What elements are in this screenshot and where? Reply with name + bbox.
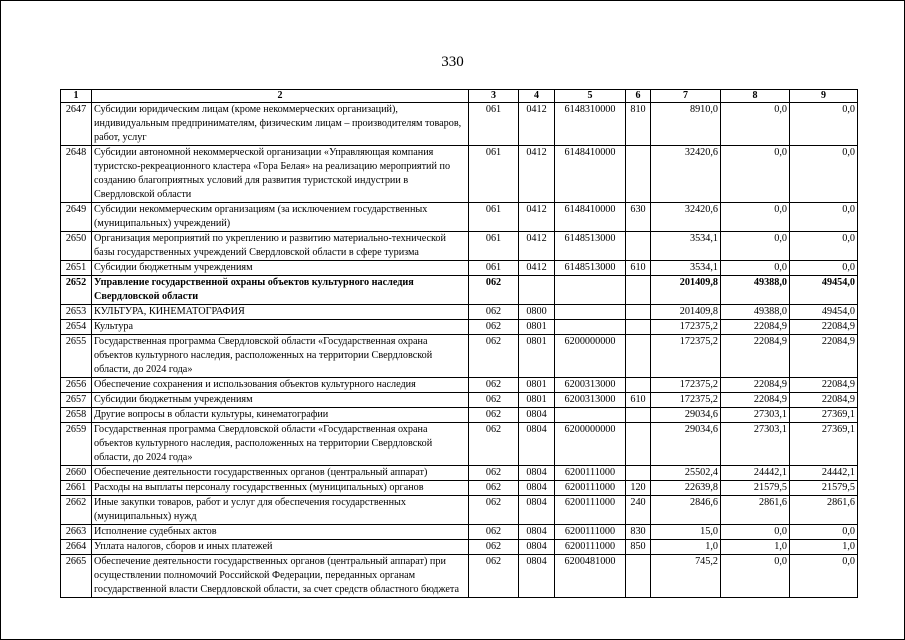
amount-year-1: 3534,1 [651,261,721,276]
row-name: Другие вопросы в области культуры, кинематографии [92,408,469,423]
amount-year-3: 24442,1 [790,466,858,481]
table-row [61,378,858,393]
expense-type-code [626,305,651,320]
section-code: 0412 [519,232,555,261]
table-row [61,103,858,146]
expense-type-code [626,408,651,423]
ministry-code: 062 [469,320,519,335]
ministry-code: 062 [469,466,519,481]
amount-year-2: 22084,9 [721,335,790,378]
target-item-code: 6148513000 [555,261,626,276]
amount-year-2: 2861,6 [721,496,790,525]
section-code: 0804 [519,555,555,598]
table-row [61,393,858,408]
ministry-code: 062 [469,276,519,305]
section-code: 0801 [519,320,555,335]
header-cell: 5 [555,90,626,103]
target-item-code [555,305,626,320]
amount-year-3: 0,0 [790,525,858,540]
amount-year-2: 27303,1 [721,423,790,466]
target-item-code: 6200313000 [555,378,626,393]
row-name: Культура [92,320,469,335]
amount-year-2: 22084,9 [721,320,790,335]
target-item-code: 6200111000 [555,496,626,525]
expense-type-code [626,466,651,481]
header-cell: 3 [469,90,519,103]
amount-year-3: 21579,5 [790,481,858,496]
amount-year-2: 22084,9 [721,393,790,408]
amount-year-3: 0,0 [790,103,858,146]
target-item-code: 6200481000 [555,555,626,598]
ministry-code: 061 [469,261,519,276]
amount-year-3: 22084,9 [790,335,858,378]
expense-type-code: 850 [626,540,651,555]
section-code: 0804 [519,466,555,481]
amount-year-1: 22639,8 [651,481,721,496]
section-code: 0800 [519,305,555,320]
budget-table [60,89,858,598]
amount-year-1: 201409,8 [651,276,721,305]
expense-type-code [626,423,651,466]
section-code: 0804 [519,408,555,423]
table-row [61,305,858,320]
amount-year-2: 0,0 [721,203,790,232]
row-name: Обеспечение деятельности государственных органов (центральный аппарат) при осуществлении полномочий Российской Федерации, переданных органам государственной власти Свердловской области, за счет средств областного бюджета [92,555,469,598]
section-code: 0804 [519,496,555,525]
header-cell: 2 [92,90,469,103]
row-name: Обеспечение деятельности государственных органов (центральный аппарат) [92,466,469,481]
amount-year-2: 1,0 [721,540,790,555]
section-code: 0412 [519,146,555,203]
row-name: Государственная программа Свердловской области «Государственная охрана объектов культурного наследия, расположенных на территории Свердловской области, до 2024 года» [92,335,469,378]
row-number: 2652 [61,276,92,305]
amount-year-1: 29034,6 [651,408,721,423]
amount-year-1: 172375,2 [651,393,721,408]
amount-year-1: 172375,2 [651,335,721,378]
row-name: Государственная программа Свердловской области «Государственная охрана объектов культурного наследия, расположенных на территории Свердловской области, до 2024 года» [92,423,469,466]
amount-year-2: 0,0 [721,261,790,276]
table-row [61,481,858,496]
row-number: 2653 [61,305,92,320]
ministry-code: 062 [469,525,519,540]
ministry-code: 061 [469,103,519,146]
amount-year-1: 32420,6 [651,146,721,203]
amount-year-1: 15,0 [651,525,721,540]
amount-year-2: 0,0 [721,103,790,146]
row-number: 2648 [61,146,92,203]
target-item-code: 6200313000 [555,393,626,408]
row-name: Субсидии юридическим лицам (кроме некоммерческих организаций), индивидуальным предпринимателям, физическим лицам – производителям товаров, работ, услуг [92,103,469,146]
expense-type-code [626,232,651,261]
target-item-code: 6148513000 [555,232,626,261]
row-name: Расходы на выплаты персоналу государственных (муниципальных) органов [92,481,469,496]
row-number: 2649 [61,203,92,232]
expense-type-code: 120 [626,481,651,496]
row-number: 2651 [61,261,92,276]
target-item-code: 6200111000 [555,466,626,481]
ministry-code: 061 [469,232,519,261]
row-name: Иные закупки товаров, работ и услуг для обеспечения государственных (муниципальных) нужд [92,496,469,525]
table-row [61,555,858,598]
expense-type-code: 610 [626,261,651,276]
header-cell: 9 [790,90,858,103]
section-code: 0412 [519,203,555,232]
expense-type-code: 830 [626,525,651,540]
amount-year-3: 0,0 [790,146,858,203]
ministry-code: 062 [469,496,519,525]
ministry-code: 062 [469,555,519,598]
target-item-code: 6148410000 [555,146,626,203]
table-row [61,203,858,232]
expense-type-code [626,276,651,305]
ministry-code: 062 [469,540,519,555]
row-number: 2665 [61,555,92,598]
row-number: 2656 [61,378,92,393]
target-item-code: 6200000000 [555,335,626,378]
row-number: 2663 [61,525,92,540]
row-number: 2655 [61,335,92,378]
table-row [61,146,858,203]
amount-year-3: 27369,1 [790,423,858,466]
header-cell: 6 [626,90,651,103]
expense-type-code [626,320,651,335]
amount-year-1: 3534,1 [651,232,721,261]
table-row [61,408,858,423]
amount-year-2: 24442,1 [721,466,790,481]
expense-type-code: 630 [626,203,651,232]
section-code: 0801 [519,393,555,408]
ministry-code: 062 [469,305,519,320]
expense-type-code [626,335,651,378]
row-name: КУЛЬТУРА, КИНЕМАТОГРАФИЯ [92,305,469,320]
expense-type-code: 610 [626,393,651,408]
target-item-code: 6200000000 [555,423,626,466]
ministry-code: 061 [469,146,519,203]
amount-year-2: 0,0 [721,525,790,540]
row-number: 2661 [61,481,92,496]
header-cell: 7 [651,90,721,103]
target-item-code [555,320,626,335]
section-code: 0412 [519,103,555,146]
table-row [61,423,858,466]
expense-type-code: 810 [626,103,651,146]
amount-year-1: 1,0 [651,540,721,555]
amount-year-2: 0,0 [721,146,790,203]
amount-year-3: 1,0 [790,540,858,555]
row-number: 2662 [61,496,92,525]
header-row [61,90,858,103]
ministry-code: 061 [469,203,519,232]
table-row [61,466,858,481]
amount-year-3: 22084,9 [790,393,858,408]
amount-year-1: 201409,8 [651,305,721,320]
amount-year-1: 745,2 [651,555,721,598]
row-number: 2650 [61,232,92,261]
row-name: Организация мероприятий по укреплению и развитию материально-технической базы государственных учреждений Свердловской области в сфере туризма [92,232,469,261]
table-row [61,232,858,261]
amount-year-3: 0,0 [790,203,858,232]
amount-year-3: 2861,6 [790,496,858,525]
ministry-code: 062 [469,423,519,466]
section-code: 0801 [519,378,555,393]
amount-year-2: 27303,1 [721,408,790,423]
target-item-code: 6200111000 [555,540,626,555]
row-number: 2654 [61,320,92,335]
section-code: 0801 [519,335,555,378]
ministry-code: 062 [469,335,519,378]
target-item-code [555,408,626,423]
header-cell: 8 [721,90,790,103]
amount-year-1: 29034,6 [651,423,721,466]
row-number: 2664 [61,540,92,555]
table-row [61,261,858,276]
section-code: 0804 [519,481,555,496]
amount-year-1: 172375,2 [651,378,721,393]
section-code: 0804 [519,540,555,555]
table-row [61,540,858,555]
row-name: Исполнение судебных актов [92,525,469,540]
expense-type-code [626,146,651,203]
row-number: 2647 [61,103,92,146]
amount-year-2: 21579,5 [721,481,790,496]
ministry-code: 062 [469,393,519,408]
row-number: 2658 [61,408,92,423]
header-cell: 4 [519,90,555,103]
expense-type-code [626,378,651,393]
section-code: 0804 [519,423,555,466]
row-name: Управление государственной охраны объектов культурного наследия Свердловской области [92,276,469,305]
target-item-code: 6200111000 [555,525,626,540]
header-cell: 1 [61,90,92,103]
amount-year-2: 22084,9 [721,378,790,393]
table-row [61,335,858,378]
amount-year-3: 49454,0 [790,276,858,305]
section-code: 0804 [519,525,555,540]
amount-year-1: 172375,2 [651,320,721,335]
ministry-code: 062 [469,378,519,393]
table-row [61,320,858,335]
row-name: Обеспечение сохранения и использования объектов культурного наследия [92,378,469,393]
amount-year-2: 0,0 [721,232,790,261]
row-name: Субсидии некоммерческим организациям (за исключением государственных (муниципальных) учреждений) [92,203,469,232]
amount-year-3: 0,0 [790,232,858,261]
amount-year-3: 0,0 [790,555,858,598]
row-number: 2659 [61,423,92,466]
section-code [519,276,555,305]
ministry-code: 062 [469,408,519,423]
row-number: 2657 [61,393,92,408]
target-item-code: 6200111000 [555,481,626,496]
row-name: Уплата налогов, сборов и иных платежей [92,540,469,555]
amount-year-3: 22084,9 [790,378,858,393]
amount-year-1: 8910,0 [651,103,721,146]
amount-year-2: 0,0 [721,555,790,598]
expense-type-code [626,555,651,598]
target-item-code [555,276,626,305]
row-name: Субсидии автономной некоммерческой организации «Управляющая компания туристско-рекреационного кластера «Гора Белая» на реализацию мероприятий по созданию благоприятных условий для развития туристской индустрии в Свердловской области [92,146,469,203]
amount-year-1: 25502,4 [651,466,721,481]
amount-year-3: 0,0 [790,261,858,276]
table-row [61,496,858,525]
expense-type-code: 240 [626,496,651,525]
table-row [61,525,858,540]
table-row [61,276,858,305]
target-item-code: 6148310000 [555,103,626,146]
page-number: 330 [441,54,464,70]
amount-year-3: 22084,9 [790,320,858,335]
amount-year-2: 49388,0 [721,276,790,305]
row-name: Субсидии бюджетным учреждениям [92,261,469,276]
amount-year-2: 49388,0 [721,305,790,320]
section-code: 0412 [519,261,555,276]
amount-year-3: 27369,1 [790,408,858,423]
amount-year-1: 32420,6 [651,203,721,232]
amount-year-1: 2846,6 [651,496,721,525]
ministry-code: 062 [469,481,519,496]
row-number: 2660 [61,466,92,481]
row-name: Субсидии бюджетным учреждениям [92,393,469,408]
target-item-code: 6148410000 [555,203,626,232]
amount-year-3: 49454,0 [790,305,858,320]
